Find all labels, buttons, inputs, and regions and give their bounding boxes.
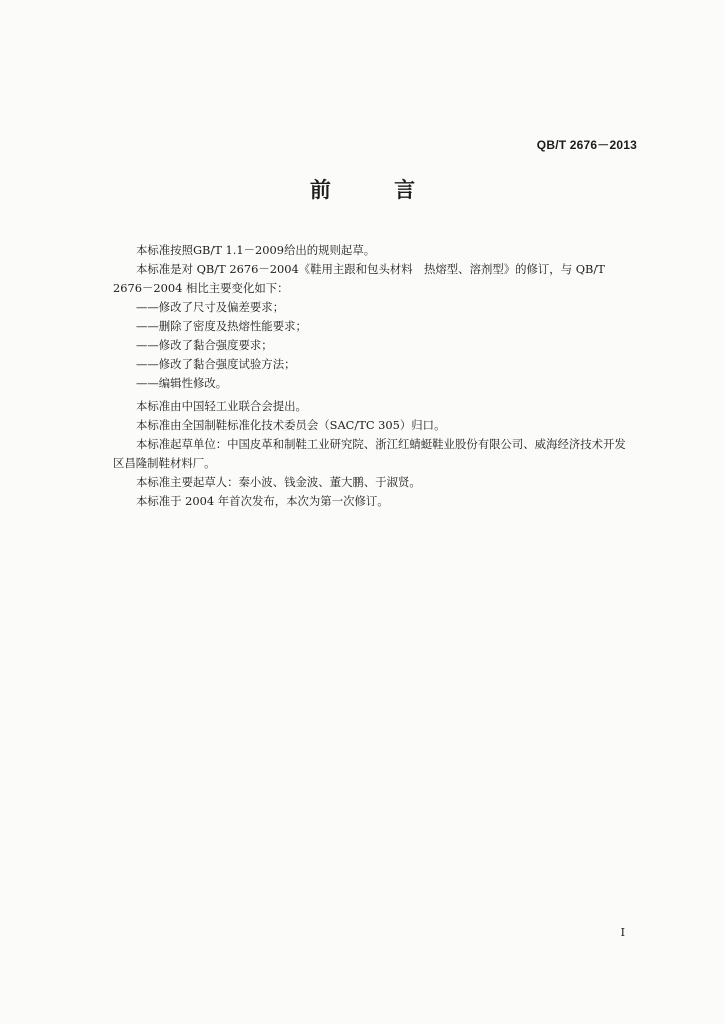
standard-code: QB/T 2676－2013 <box>536 138 637 152</box>
paragraph-drafting-rules: 本标准按照GB/T 1.1－2009给出的规则起草。 <box>136 243 376 257</box>
paragraph-proposed-by: 本标准由中国轻工业联合会提出。 <box>136 399 307 413</box>
paragraph-drafters: 本标准主要起草人：秦小波、钱金波、董大鹏、于淑贤。 <box>136 475 421 489</box>
change-item: ——修改了黏合强度要求； <box>136 338 273 352</box>
paragraph-publication-history: 本标准于 2004 年首次发布，本次为第一次修订。 <box>136 494 389 508</box>
change-item: ——删除了密度及热熔性能要求； <box>136 319 307 333</box>
paragraph-drafting-units: 本标准起草单位：中国皮革和制鞋工业研究院、浙江红蜻蜓鞋业股份有限公司、威海经济技术开发区昌隆制鞋材料厂。 <box>113 437 626 470</box>
change-item: ——修改了黏合强度试验方法； <box>136 357 296 371</box>
foreword-section-2 <box>113 397 635 511</box>
paragraph-administered-by: 本标准由全国制鞋标准化技术委员会（SAC/TC 305）归口。 <box>136 418 446 432</box>
change-item: ——编辑性修改。 <box>136 376 228 390</box>
paragraph-revision-intro: 本标准是对 QB/T 2676－2004《鞋用主跟和包头材料 热熔型、溶剂型》的修订，与 QB/T 2676－2004 相比主要变化如下： <box>113 262 605 295</box>
page-number: I <box>620 926 625 939</box>
foreword-section-1 <box>113 241 635 393</box>
change-item: ——修改了尺寸及偏差要求； <box>136 300 285 314</box>
page-title: 前 言 <box>309 178 444 202</box>
